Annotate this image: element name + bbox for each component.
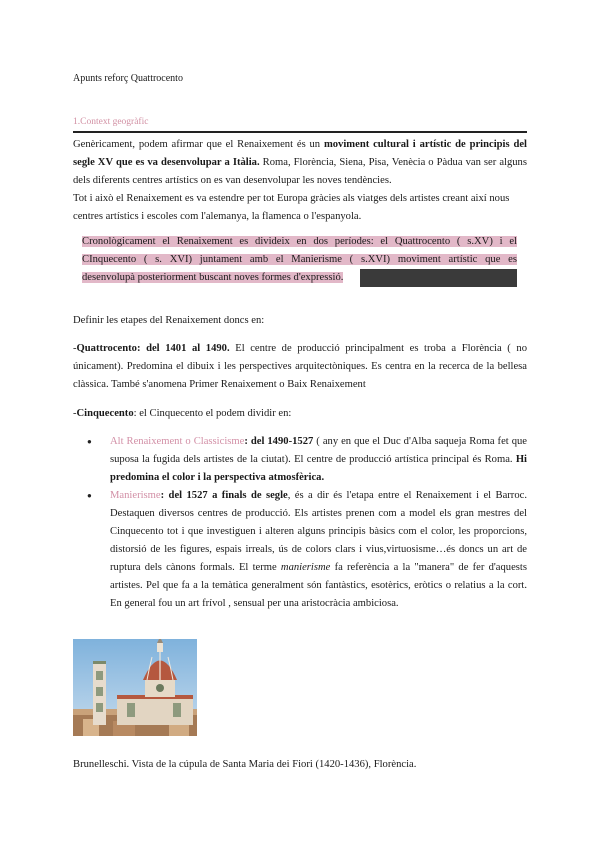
intro-text-start: Genèricament, podem afirmar que el Renaixement és un [73, 139, 324, 150]
document-header: Apunts reforç Quattrocento [73, 73, 183, 84]
cinquecento-list [87, 433, 527, 613]
alt-renaixement-text: ( any en que el Duc d'Alba saqueja Roma fet que suposa la fugida dels artistes de la ciutat). El centre de producció artística principal és Roma. [110, 436, 528, 465]
list-item [87, 487, 527, 613]
section-title: 1.Context geogràfic [73, 117, 149, 127]
quattrocento-text: El centre de producció principalment es troba a Florència ( no únicament). Predomina el dibuix i les perspectives arquitectòniques. Es centra en la recerca de la bellesa clàssica. També s'anomena Primer Renaixement o Baix Renaixement [73, 343, 527, 390]
florence-cathedral-photo [73, 639, 197, 736]
alt-renaixement-bold: Hi predomina el color i la perspectiva atmosfèrica. [110, 454, 527, 483]
photo-caption: Brunelleschi. Vista de la cúpula de Santa Maria dei Fiori (1420-1436), Florència. [73, 759, 417, 770]
chronology-highlight [82, 233, 517, 287]
intro-paragraph [73, 136, 527, 226]
manierisme-term: Manierisme [110, 490, 161, 501]
intro-text-end: Roma, Florència, Siena, Pisa, Venècia o Pàdua van ser alguns dels diferents centres artístics on es van desenvolupar les noves tendències. [73, 157, 527, 186]
cinquecento-text: : el Cinquecento el podem dividir en: [133, 408, 292, 419]
stages-intro: Definir les etapes del Renaixement doncs en: [73, 315, 265, 326]
intro-bold-text: moviment cultural i artístic de principis del segle XV que es va desenvolupar a Itàlia. [73, 139, 527, 168]
cinquecento-dash: - [73, 408, 77, 419]
intro-second-text: Tot i això el Renaixement es va estendre per tot Europa gràcies als viatges dels artistes creant així nous centres artístics i escoles com l'alemanya, la flamenca o l'espanyola. [73, 193, 510, 222]
quattrocento-dash: - [73, 343, 77, 354]
section-divider [73, 131, 527, 133]
alt-renaixement-dates: : del 1490-1527 [244, 436, 314, 447]
alt-renaixement-term: Alt Renaixement o Classicisme [110, 436, 245, 447]
manierisme-dates: : del 1527 a finals de segle [160, 490, 288, 501]
manierisme-text-end: fa referència a la "manera" de fer d'aquests artistes. Pel que fa a la temàtica generalment són fantàstics, esotèrics, eròtics o relatius a la cort. En general fou un art frívol , sensual per una aristocràcia ambiciosa. [110, 562, 527, 609]
manierisme-italic-term: manierisme [280, 562, 331, 573]
highlight-line-2: CInquecento ( s. XVI) juntament amb el Manierisme ( s.XVI) moviment artístic que es [82, 254, 517, 265]
cinquecento-paragraph [73, 405, 527, 423]
manierisme-text: , és a dir és l'etapa entre el Renaixement i el Barroc. Destaquen diversos centres de producció. Els artistes prenen com a model els gran mestres del Cinquecento tot i que investiguen i alteren alguns principis bàsics com el color, les proporcions, distorsió de les figures, espais irreals, ús de colors clars i vius,virtuosisme…és doncs un art de ruptura dels cànons formals. El terme [110, 490, 527, 573]
list-item [87, 433, 527, 487]
quattrocento-name: Quattrocento [76, 343, 137, 354]
quattrocento-dates: : del 1401 al 1490. [136, 343, 230, 354]
quattrocento-paragraph [73, 340, 527, 394]
highlight-line-1: Cronològicament el Renaixement es divideix en dos períodes: el Quattrocento ( s.XV) i el [82, 236, 517, 247]
highlight-line-3: desenvolupà posteriorment buscant noves formes d'expressió. [82, 272, 344, 283]
cinquecento-name: Cinquecento [76, 408, 134, 419]
